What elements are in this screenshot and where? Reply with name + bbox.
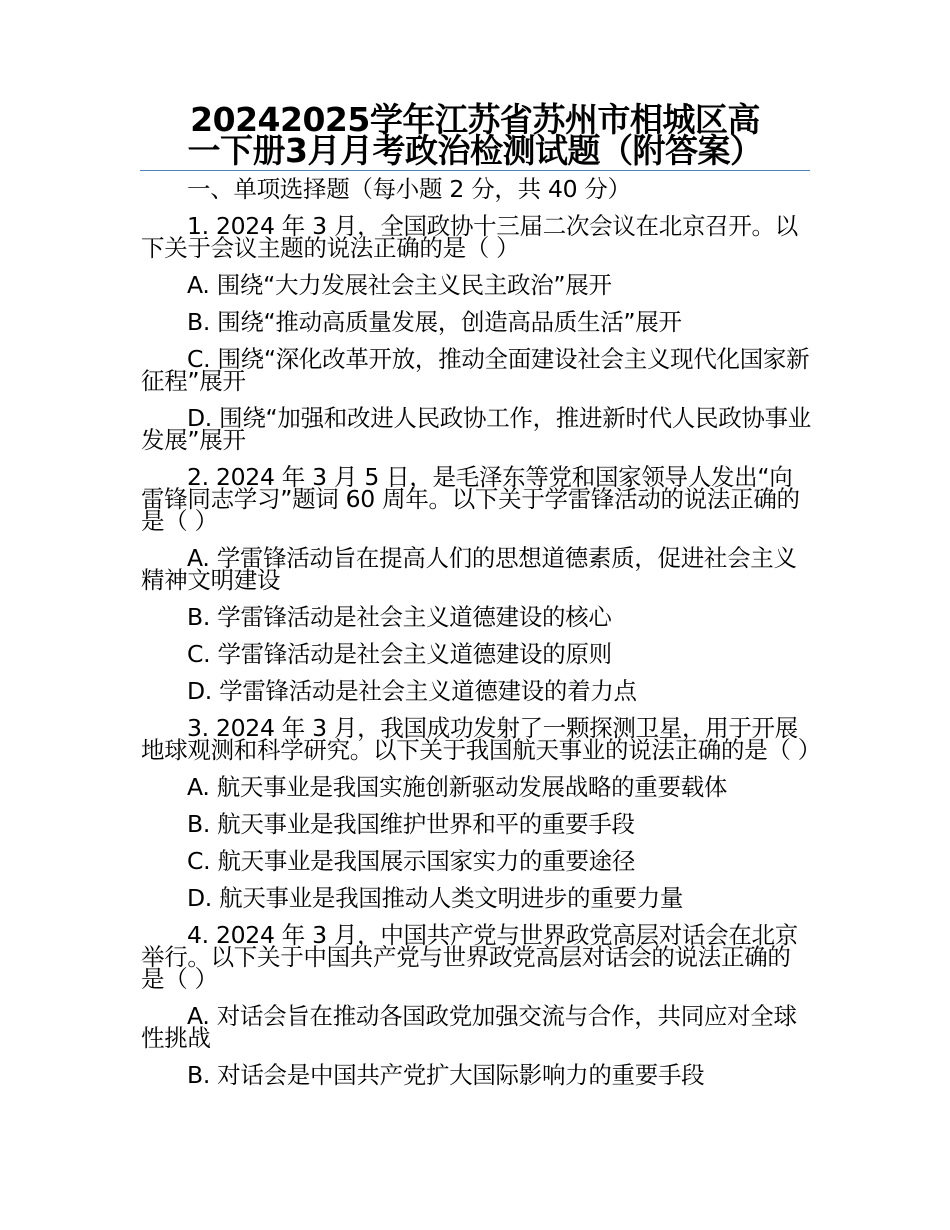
question-option: A. 对话会旨在推动各国政党加强交流与合作，共同应对全球性挑战 — [141, 1002, 797, 1052]
question-stem: 2. 2024 年 3 月 5 日，是毛泽东等党和国家领导人发出“向雷锋同志学习”题词 60 周年。以下关于学雷锋活动的说法正确的是（ ） — [141, 463, 800, 535]
question-stem: 4. 2024 年 3 月，中国共产党与世界政党高层对话会在北京举行。以下关于中国共产党与世界政党高层对话会的说法正确的是（ ） — [141, 921, 798, 993]
question-stem: 3. 2024 年 3 月，我国成功发射了一颗探测卫星，用于开展地球观测和科学研究。以下关于我国航天事业的说法正确的是（ ） — [141, 714, 821, 764]
question-option: A. 航天事业是我国实施创新驱动发展战略的重要载体 — [187, 773, 728, 801]
question-option: C. 围绕“深化改革开放，推动全面建设社会主义现代化国家新征程”展开 — [141, 345, 810, 395]
question-option: D. 围绕“加强和改进人民政协工作，推进新时代人民政协事业发展”展开 — [141, 404, 812, 454]
question-option: B. 学雷锋活动是社会主义道德建设的核心 — [187, 603, 612, 631]
title-line-1: 20242025学年江苏省苏州市相城区高 — [190, 100, 760, 139]
question-option: A. 围绕“大力发展社会主义民主政治”展开 — [187, 271, 612, 299]
question-option: D. 航天事业是我国推动人类文明进步的重要力量 — [187, 884, 684, 912]
title-line-2: 一下册3月月考政治检测试题（附答案） — [187, 131, 763, 170]
question-option: B. 航天事业是我国维护世界和平的重要手段 — [187, 810, 635, 838]
question-option: C. 航天事业是我国展示国家实力的重要途径 — [187, 847, 636, 875]
document-body — [141, 175, 821, 1101]
question-option: D. 学雷锋活动是社会主义道德建设的着力点 — [187, 677, 637, 705]
question-option: C. 学雷锋活动是社会主义道德建设的原则 — [187, 640, 612, 668]
question-option: A. 学雷锋活动旨在提高人们的思想道德素质，促进社会主义精神文明建设 — [141, 544, 797, 594]
document-title — [140, 100, 810, 171]
section-heading: 一、单项选择题（每小题 2 分，共 40 分） — [187, 175, 631, 203]
question-option: B. 对话会是中国共产党扩大国际影响力的重要手段 — [187, 1061, 705, 1089]
question-stem: 1. 2024 年 3 月，全国政协十三届二次会议在北京召开。以下关于会议主题的说法正确的是（ ） — [141, 212, 798, 262]
question-option: B. 围绕“推动高质量发展，创造高品质生活”展开 — [187, 308, 682, 336]
